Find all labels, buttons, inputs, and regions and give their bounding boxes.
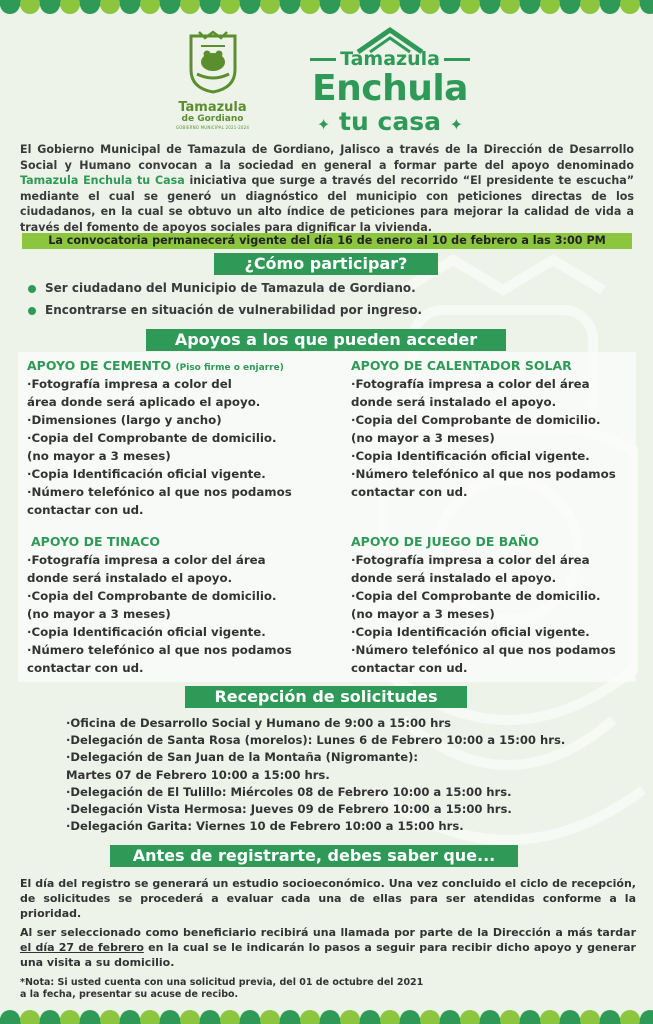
section-title-saber: Antes de registrarte, debes saber que...: [110, 845, 518, 867]
requirement-item: Ser ciudadano del Municipio de Tamazula de Gordiano.: [28, 281, 416, 295]
info-paragraph-2: Al ser seleccionado como beneficiario recibirá una llamada por parte de la Dirección a más tardar el día 27 de febrero en la cual se le indicarán lo pasos a seguir para recibir dicho apoyo y generar una visita a su domicilio.: [20, 926, 636, 969]
requirement-line: ·Número telefónico al que nos podamos: [351, 467, 616, 481]
brand-line-1: Tamazula: [290, 48, 490, 70]
section-title-apoyos: Apoyos a los que pueden acceder: [146, 329, 506, 351]
requirement-line: área donde será aplicado el apoyo.: [27, 395, 261, 409]
apoyo-cemento: [27, 358, 337, 519]
requirement-line: contactar con ud.: [27, 503, 144, 517]
requirement-line: contactar con ud.: [351, 661, 468, 675]
bullet-icon: [28, 307, 36, 315]
requirement-line: ·Copia del Comprobante de domicilio.: [351, 413, 601, 427]
requirement-line: (no mayor a 3 meses): [351, 607, 495, 621]
apoyo-title: APOYO DE CALENTADOR SOLAR: [351, 358, 572, 373]
apoyo-tinaco: [27, 534, 337, 677]
apoyo-bano: [351, 534, 641, 677]
requirement-line: ·Oficina de Desarrollo Social y Humano de 9:00 a 15:00 hrs: [66, 716, 452, 730]
apoyo-calentador: [351, 358, 641, 501]
bullet-icon: [28, 285, 36, 293]
logo-tag: GOBIERNO MUNICIPAL 2021-2024: [175, 125, 250, 130]
brand-line-3: ✦ tu casa ✦: [316, 107, 464, 136]
requirement-line: ·Delegación de San Juan de la Montaña (Nigromante):: [66, 750, 419, 765]
requirement-line: ·Copia Identificación oficial vigente.: [351, 449, 590, 463]
campaign-brand: [290, 26, 490, 139]
requirement-line: ·Número telefónico al que nos podamos: [351, 643, 616, 657]
logo-name: Tamazula: [178, 100, 247, 115]
bottom-scallop-border: [0, 1008, 653, 1024]
requirement-line: ·Delegación Vista Hermosa: Jueves 09 de Febrero 10:00 a 15:00 hrs.: [66, 802, 512, 817]
requirement-line: contactar con ud.: [27, 661, 144, 675]
program-name: Tamazula Enchula tu Casa: [20, 174, 185, 187]
requirement-line: donde será instalado el apoyo.: [351, 571, 557, 585]
requirement-line: ·Copia Identificación oficial vigente.: [351, 625, 590, 639]
deadline-date: el día 27 de febrero: [20, 941, 144, 954]
sparkle-icon: ✦: [316, 115, 331, 134]
requirement-line: ·Dimensiones (largo y ancho): [27, 413, 222, 427]
intro-paragraph: El Gobierno Municipal de Tamazula de Gordiano, Jalisco a través de la Dirección de Desarrollo Social y Humano convocan a la sociedad en general a formar parte del apoyo denominado Tamazula Enchula tu Casa iniciativa que surge a través del recorrido “El presidente te escucha” mediante el cual se generó un diagnóstico del municipio con peticiones directas de los ciudadanos, en la cual se obtuvo un alto índice de peticiones para mejorar la calidad de vida a través del fomento de apoyos sociales para dignificar la vivienda.: [20, 143, 635, 234]
requirement-line: ·Número telefónico al que nos podamos: [27, 485, 292, 499]
requirement-line: ·Número telefónico al que nos podamos: [27, 643, 292, 657]
requirement-line: ·Copia del Comprobante de domicilio.: [351, 589, 601, 603]
requirement-item: Encontrarse en situación de vulnerabilidad por ingreso.: [28, 303, 422, 317]
requirement-line: ·Delegación Garita: Viernes 10 de Febrero 10:00 a 15:00 hrs.: [66, 819, 464, 834]
reception-list: [66, 715, 565, 835]
requirement-line: (no mayor a 3 meses): [27, 449, 171, 463]
apoyo-title: APOYO DE CEMENTO (Piso firme o enjarre): [27, 358, 284, 373]
requirement-line: ·Fotografía impresa a color del: [27, 377, 232, 391]
municipal-logo: [170, 30, 255, 130]
section-title-recepcion: Recepción de solicitudes: [185, 686, 467, 708]
requirement-line: donde será instalado el apoyo.: [351, 395, 557, 409]
requirement-line: Martes 07 de Febrero 10:00 a 15:00 hrs.: [66, 767, 330, 782]
validity-banner: La convocatoria permanecerá vigente del día 16 de enero al 10 de febrero a las 3:00 PM: [22, 233, 632, 249]
requirement-line: donde será instalado el apoyo.: [27, 571, 233, 585]
requirement-line: contactar con ud.: [351, 485, 468, 499]
info-paragraphs: [20, 876, 636, 974]
brand-line-2: Enchula: [312, 68, 468, 109]
sparkle-icon: ✦: [449, 115, 464, 134]
logo-sub: de Gordiano: [181, 114, 244, 124]
requirement-line: ·Copia Identificación oficial vigente.: [27, 625, 266, 639]
requirement-line: ·Copia del Comprobante de domicilio.: [27, 589, 277, 603]
requirement-line: ·Delegación de Santa Rosa (morelos): Lunes 6 de Febrero 10:00 a 15:00 hrs.: [66, 733, 566, 748]
requirement-line: (no mayor a 3 meses): [27, 607, 171, 621]
requirement-line: ·Copia Identificación oficial vigente.: [27, 467, 266, 481]
requirement-line: ·Fotografía impresa a color del área: [351, 553, 590, 567]
section-title-participar: ¿Cómo participar?: [214, 253, 438, 275]
footnote: *Nota: Si usted cuenta con una solicitud previa, del 01 de octubre del 2021 a la fecha, presentar su acuse de recibo.: [20, 977, 424, 1000]
requirement-line: ·Copia del Comprobante de domicilio.: [27, 431, 277, 445]
requirement-line: ·Delegación de El Tulillo: Miércoles 08 de Febrero 10:00 a 15:00 hrs.: [66, 784, 512, 799]
apoyo-title: APOYO DE TINACO: [31, 534, 160, 549]
top-scallop-border: [0, 0, 653, 16]
requirement-line: ·Fotografía impresa a color del área: [27, 553, 266, 567]
requirement-line: ·Fotografía impresa a color del área: [351, 377, 590, 391]
house-roof-icon: [290, 26, 490, 56]
info-paragraph-1: El día del registro se generará un estudio socioeconómico. Una vez concluido el ciclo de recepción, de solicitudes se procederá a evaluar cada una de ellas para ser atendidas conforme a la prioridad.: [20, 877, 636, 920]
requirement-line: (no mayor a 3 meses): [351, 431, 495, 445]
apoyo-title: APOYO DE JUEGO DE BAÑO: [351, 534, 540, 549]
frog-emblem-icon: [187, 30, 239, 94]
